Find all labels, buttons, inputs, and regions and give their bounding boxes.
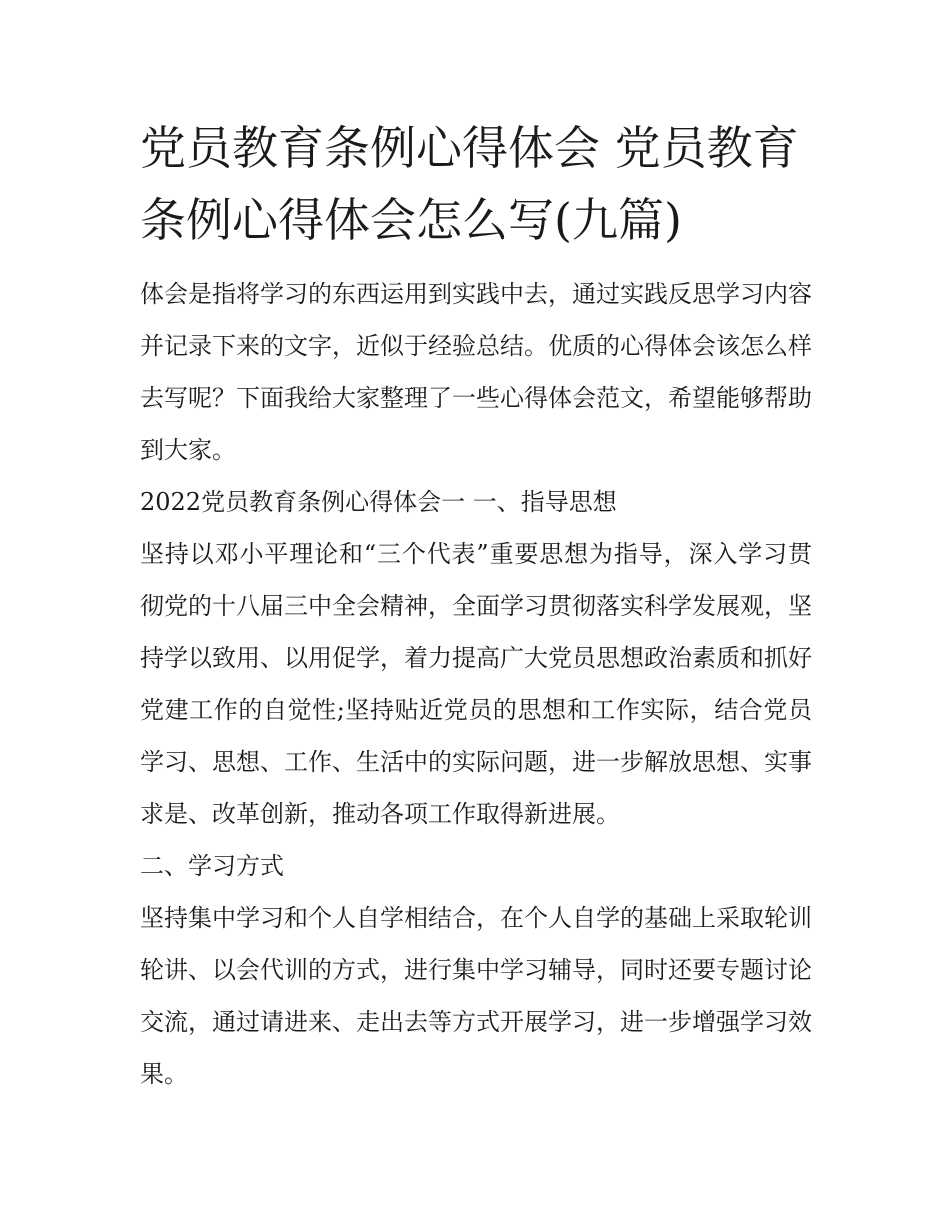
study-method-paragraph: 坚持集中学习和个人自学相结合，在个人自学的基础上采取轮训轮讲、以会代训的方式，进行集中学习辅导，同时还要专题讨论交流，通过请进来、走出去等方式开展学习，进一步增强学习效果。 [140, 904, 812, 1088]
intro-paragraph: 体会是指将学习的东西运用到实践中去，通过实践反思学习内容并记录下来的文字，近似于经验总结。优质的心得体会该怎么样去写呢？下面我给大家整理了一些心得体会范文，希望能够帮助到大家。 [140, 280, 812, 464]
guiding-ideology-paragraph: 坚持以邓小平理论和“三个代表”重要思想为指导，深入学习贯彻党的十八届三中全会精神，全面学习贯彻落实科学发展观，坚持学以致用、以用促学，着力提高广大党员思想政治素质和抓好党建工作的自觉性;坚持贴近党员的思想和工作实际，结合党员学习、思想、工作、生活中的实际问题，进一步解放思想、实事求是、改革创新，推动各项工作取得新进展。 [140, 540, 812, 828]
section-heading-guiding-ideology: 2022党员教育条例心得体会一 一、指导思想 [140, 488, 617, 516]
section-heading-study-method: 二、学习方式 [140, 852, 284, 880]
document-title: 党员教育条例心得体会 党员教育条例心得体会怎么写(九篇) [140, 121, 799, 247]
document-body [140, 112, 812, 1100]
